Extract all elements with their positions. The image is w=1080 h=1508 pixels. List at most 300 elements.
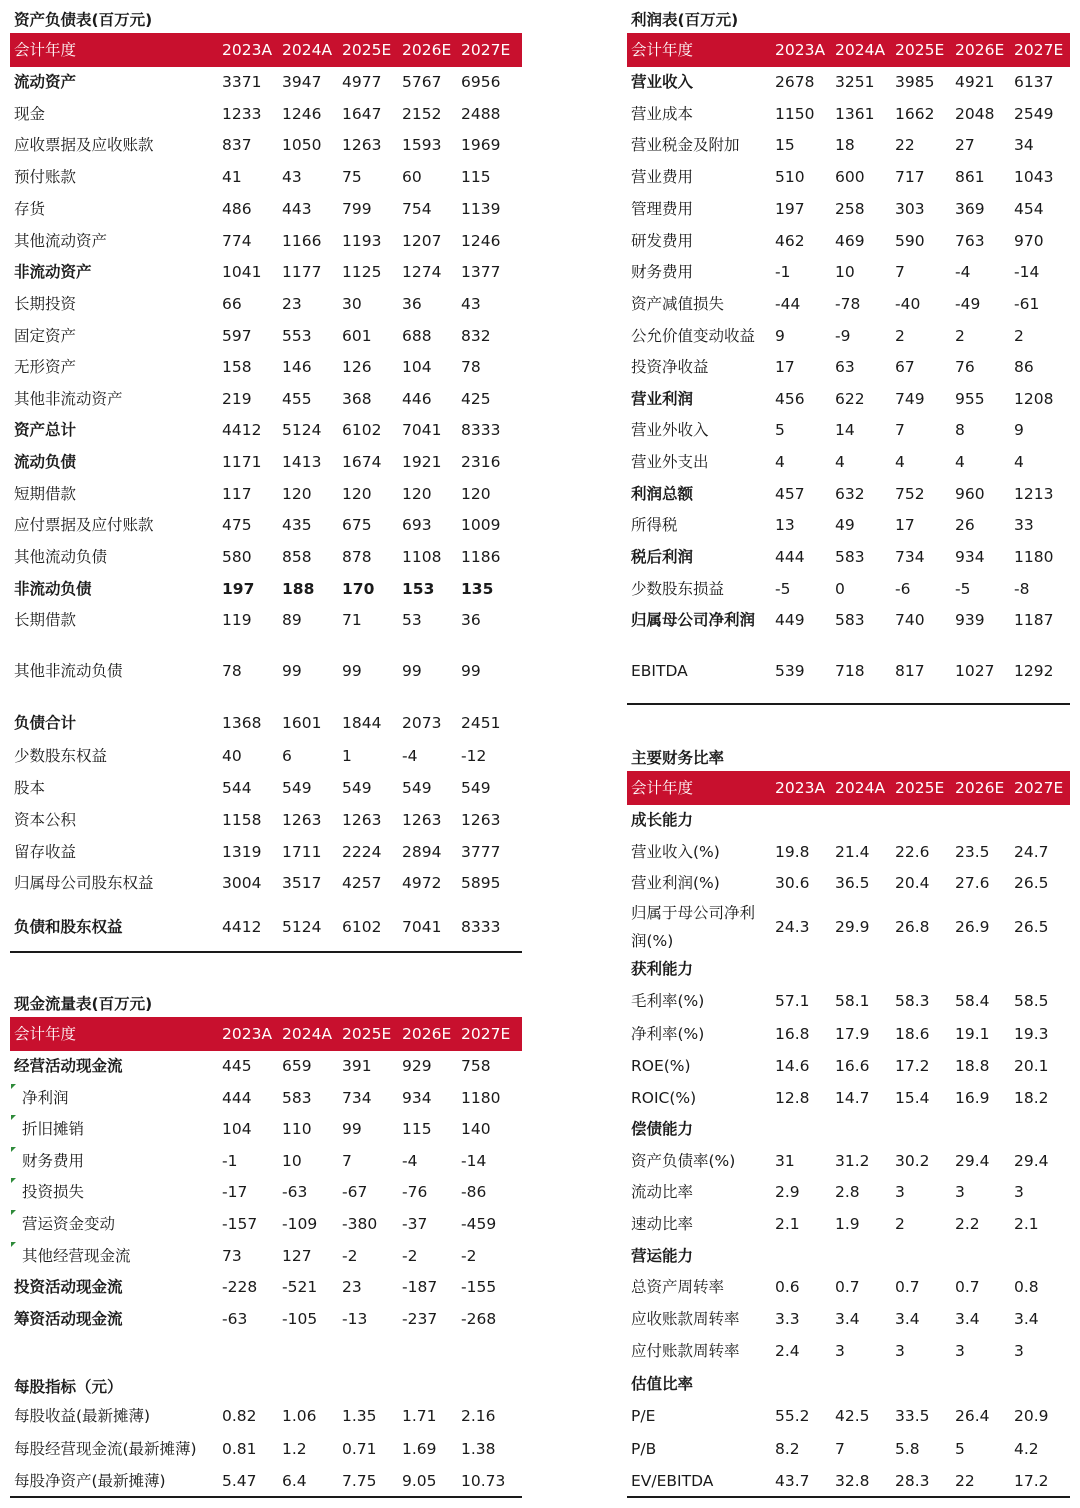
row-label: 折旧摊销 <box>22 1120 85 1138</box>
ratios-row <box>0 1147 1080 1175</box>
row-label: 股本 <box>14 779 46 797</box>
row-label: 营业收入 <box>631 73 694 91</box>
cell-value: 67 <box>895 358 915 376</box>
cell-value: 539 <box>775 662 805 680</box>
cell-value: 763 <box>955 232 985 250</box>
cell-value: -459 <box>461 1215 497 1233</box>
cell-value: 469 <box>835 232 865 250</box>
row-label: ROIC(%) <box>631 1089 697 1107</box>
cell-value: 29.4 <box>955 1152 990 1170</box>
cell-value: 24.3 <box>775 918 810 936</box>
cell-value: 3371 <box>222 73 262 91</box>
cell-value: 590 <box>895 232 925 250</box>
ratios-row <box>0 1305 1080 1333</box>
row-label: 营运能力 <box>631 1247 694 1265</box>
cell-value: -67 <box>342 1183 368 1201</box>
cell-value: 1009 <box>461 516 501 534</box>
cell-value: 23.5 <box>955 843 990 861</box>
cell-value: 1208 <box>1014 390 1054 408</box>
row-label: 负债合计 <box>14 714 77 732</box>
cell-value: 42.5 <box>835 1407 870 1425</box>
cell-value: 1711 <box>282 843 322 861</box>
cell-value: 858 <box>282 548 312 566</box>
cell-value: 1150 <box>775 105 815 123</box>
cell-value: 444 <box>775 548 805 566</box>
cell-value: 16.6 <box>835 1057 870 1075</box>
row-label: 应收票据及应收账款 <box>14 136 154 154</box>
cell-value: 78 <box>222 662 242 680</box>
cell-value: 36 <box>402 295 422 313</box>
cell-value: 15 <box>775 136 795 154</box>
per-share-title: 每股指标（元） <box>14 1378 123 1396</box>
cell-value: 3.3 <box>775 1310 800 1328</box>
row-label: 其他非流动负债 <box>14 662 123 680</box>
row-label: 估值比率 <box>631 1375 694 1393</box>
cell-value: 749 <box>895 390 925 408</box>
cell-value: 12.8 <box>775 1089 810 1107</box>
ratios-row <box>0 838 1080 866</box>
row-label: 公允价值变动收益 <box>631 327 756 345</box>
cell-value: -17 <box>222 1183 248 1201</box>
cell-value: 817 <box>895 662 925 680</box>
row-label: 其他经营现金流 <box>22 1247 131 1265</box>
cell-value: 955 <box>955 390 985 408</box>
ratios-row <box>0 1467 1080 1495</box>
row-label: 每股收益(最新摊薄) <box>14 1407 151 1425</box>
cell-value: 188 <box>282 580 315 598</box>
cell-value: 1246 <box>461 232 501 250</box>
cell-value: 1125 <box>342 263 382 281</box>
cell-value: 1207 <box>402 232 442 250</box>
row-label: 偿债能力 <box>631 1120 694 1138</box>
income-statement-title: 利润表(百万元) <box>631 11 739 29</box>
income-row <box>0 353 1080 381</box>
cell-value: 30.6 <box>775 874 810 892</box>
income-row <box>0 163 1080 191</box>
cell-value: 49 <box>835 516 855 534</box>
cell-value: 16.8 <box>775 1025 810 1043</box>
cell-value: 76 <box>955 358 975 376</box>
cell-value: 1263 <box>342 136 382 154</box>
cell-value: 2.16 <box>461 1407 496 1425</box>
row-label: 其他流动负债 <box>14 548 108 566</box>
cell-value: 549 <box>342 779 372 797</box>
ratios-row <box>0 806 1080 834</box>
cell-value: 1187 <box>1014 611 1054 629</box>
cell-value: 1180 <box>461 1089 501 1107</box>
cell-value: 861 <box>955 168 985 186</box>
cell-value: 3.4 <box>955 1310 980 1328</box>
income-statement-bottom-rule <box>627 703 1070 705</box>
header-2027e: 2027E <box>1014 779 1064 797</box>
cell-value: 197 <box>222 580 255 598</box>
ratios-title: 主要财务比率 <box>631 749 725 767</box>
cell-value: 510 <box>775 168 805 186</box>
row-label: 所得税 <box>631 516 678 534</box>
cell-value: 115 <box>402 1120 432 1138</box>
header-2025e: 2025E <box>895 779 945 797</box>
row-label: 投资活动现金流 <box>14 1278 123 1296</box>
cell-value: 29.4 <box>1014 1152 1049 1170</box>
cell-value: 0.7 <box>895 1278 920 1296</box>
cell-value: 3 <box>895 1183 905 1201</box>
cell-value: 2152 <box>402 105 442 123</box>
cell-value: 1647 <box>342 105 382 123</box>
cell-value: 120 <box>282 485 312 503</box>
cell-value: -157 <box>222 1215 258 1233</box>
cell-value: 27 <box>955 136 975 154</box>
header-2023a: 2023A <box>222 41 273 59</box>
cell-value: 369 <box>955 200 985 218</box>
cell-value: 86 <box>1014 358 1034 376</box>
cell-value: -521 <box>282 1278 318 1296</box>
header-2026e: 2026E <box>955 41 1005 59</box>
cell-value: 19.1 <box>955 1025 990 1043</box>
cell-value: 14.6 <box>775 1057 810 1075</box>
income-row <box>0 290 1080 318</box>
cell-value: -237 <box>402 1310 438 1328</box>
cell-value: 17 <box>895 516 915 534</box>
row-label: P/E <box>631 1407 656 1425</box>
cell-value: 1233 <box>222 105 262 123</box>
row-label: 研发费用 <box>631 232 694 250</box>
row-label: 无形资产 <box>14 358 77 376</box>
cell-value: 970 <box>1014 232 1044 250</box>
cell-value: 2488 <box>461 105 501 123</box>
cell-value: 2 <box>955 327 965 345</box>
cell-value: 580 <box>222 548 252 566</box>
header-2026e: 2026E <box>402 1025 452 1043</box>
cell-value: -8 <box>1014 580 1030 598</box>
cell-value: 57.1 <box>775 992 810 1010</box>
cell-value: 18.6 <box>895 1025 930 1043</box>
row-label: 每股净资产(最新摊薄) <box>14 1472 166 1490</box>
cell-value: 24.7 <box>1014 843 1049 861</box>
cell-value: 475 <box>222 516 252 534</box>
balance-sheet-header <box>10 33 522 67</box>
cell-value: 119 <box>222 611 252 629</box>
row-label: 其他流动资产 <box>14 232 108 250</box>
cell-value: 53 <box>402 611 422 629</box>
ratios-row <box>0 1178 1080 1206</box>
row-label: 固定资产 <box>14 327 77 345</box>
balance-sheet-title: 资产负债表(百万元) <box>14 11 153 29</box>
cell-value: 0.71 <box>342 1440 377 1458</box>
cell-value: 3 <box>955 1342 965 1360</box>
cell-value: 3 <box>955 1183 965 1201</box>
row-label: 长期投资 <box>14 295 77 313</box>
income-row <box>0 511 1080 539</box>
ratios-row <box>0 1210 1080 1238</box>
cell-value: -155 <box>461 1278 497 1296</box>
header-2026e: 2026E <box>955 779 1005 797</box>
cell-value: 55.2 <box>775 1407 810 1425</box>
cell-value: 391 <box>342 1057 372 1075</box>
ratios-row <box>0 1435 1080 1463</box>
cash-flow-title: 现金流量表(百万元) <box>14 995 153 1013</box>
cell-value: 31.2 <box>835 1152 870 1170</box>
cell-value: 583 <box>835 548 865 566</box>
cell-value: 5.8 <box>895 1440 920 1458</box>
header-2025e: 2025E <box>342 41 392 59</box>
ratios-row <box>0 987 1080 1015</box>
cell-value: 58.5 <box>1014 992 1049 1010</box>
cell-value: 22 <box>895 136 915 154</box>
header-2025e: 2025E <box>895 41 945 59</box>
cell-value: 4 <box>895 453 905 471</box>
row-label: 净利率(%) <box>631 1025 705 1043</box>
header-2023a: 2023A <box>775 779 826 797</box>
cell-value: 78 <box>461 358 481 376</box>
cell-value: 5 <box>955 1440 965 1458</box>
row-label: 财务费用 <box>22 1152 85 1170</box>
ratios-row <box>0 1402 1080 1430</box>
cell-value: 4.2 <box>1014 1440 1039 1458</box>
cell-value: 934 <box>402 1089 432 1107</box>
cell-value: 1177 <box>282 263 322 281</box>
cell-value: 0 <box>835 580 845 598</box>
cell-value: 1368 <box>222 714 262 732</box>
cell-value: 17 <box>775 358 795 376</box>
cell-value: 7 <box>342 1152 352 1170</box>
cell-value: 146 <box>282 358 312 376</box>
cell-value: 9.05 <box>402 1472 437 1490</box>
cell-value: 40 <box>222 747 242 765</box>
cell-value: 462 <box>775 232 805 250</box>
row-label-continued: 润(%) <box>631 932 674 950</box>
cell-value: 6 <box>282 747 292 765</box>
cell-value: 16.9 <box>955 1089 990 1107</box>
cell-value: 17.2 <box>895 1057 930 1075</box>
cell-value: 717 <box>895 168 925 186</box>
cell-value: 0.81 <box>222 1440 257 1458</box>
cell-value: 31 <box>775 1152 795 1170</box>
ratios-row <box>0 1052 1080 1080</box>
cell-value: 135 <box>461 580 494 598</box>
cell-value: -14 <box>461 1152 487 1170</box>
cell-value: 3.4 <box>895 1310 920 1328</box>
row-label: 营业利润(%) <box>631 874 720 892</box>
cell-value: 1844 <box>342 714 382 732</box>
cell-value: 1921 <box>402 453 442 471</box>
cell-value: 14 <box>835 421 855 439</box>
row-label: 毛利率(%) <box>631 992 705 1010</box>
cell-value: 445 <box>222 1057 252 1075</box>
cell-value: 10 <box>835 263 855 281</box>
cell-value: -37 <box>402 1215 428 1233</box>
cell-value: 1108 <box>402 548 442 566</box>
cell-value: 3.4 <box>1014 1310 1039 1328</box>
cell-value: 58.3 <box>895 992 930 1010</box>
cell-value: -228 <box>222 1278 258 1296</box>
cell-value: 544 <box>222 779 252 797</box>
income-row <box>0 543 1080 571</box>
header-2027e: 2027E <box>461 41 511 59</box>
cell-value: 20.1 <box>1014 1057 1049 1075</box>
header-label-year: 会计年度 <box>631 41 694 59</box>
cell-value: 26.9 <box>955 918 990 936</box>
header-2024a: 2024A <box>282 41 333 59</box>
cell-value: 18 <box>835 136 855 154</box>
row-label: 资本公积 <box>14 811 77 829</box>
cell-value: 0.82 <box>222 1407 257 1425</box>
cell-value: 2549 <box>1014 105 1054 123</box>
cell-value: 454 <box>1014 200 1044 218</box>
row-label: 成长能力 <box>631 811 694 829</box>
cell-value: 799 <box>342 200 372 218</box>
cell-value: 960 <box>955 485 985 503</box>
cell-value: 99 <box>342 1120 362 1138</box>
cell-value: 1 <box>342 747 352 765</box>
cell-value: -2 <box>402 1247 418 1265</box>
cell-value: 32.8 <box>835 1472 870 1490</box>
cell-value: 303 <box>895 200 925 218</box>
cell-value: -61 <box>1014 295 1040 313</box>
cell-value: 3 <box>895 1342 905 1360</box>
cell-value: 1263 <box>402 811 442 829</box>
cell-value: 5124 <box>282 421 322 439</box>
cell-value: 1171 <box>222 453 262 471</box>
income-statement-header <box>627 33 1070 67</box>
row-label: 存货 <box>14 200 46 218</box>
cell-value: -49 <box>955 295 981 313</box>
row-label: 速动比率 <box>631 1215 694 1233</box>
cell-value: 170 <box>342 580 375 598</box>
cell-value: 5124 <box>282 918 322 936</box>
cell-value: -9 <box>835 327 851 345</box>
row-label: 非流动资产 <box>14 263 92 281</box>
row-label: 现金 <box>14 105 46 123</box>
cell-value: 7 <box>835 1440 845 1458</box>
cell-value: 457 <box>775 485 805 503</box>
cell-value: 740 <box>895 611 925 629</box>
cell-value: -13 <box>342 1310 368 1328</box>
cell-value: 22 <box>955 1472 975 1490</box>
cell-value: 26.8 <box>895 918 930 936</box>
row-label: 营业利润 <box>631 390 694 408</box>
cell-value: 15.4 <box>895 1089 930 1107</box>
cell-value: 2 <box>895 327 905 345</box>
cell-value: 26.5 <box>1014 918 1049 936</box>
cell-value: 21.4 <box>835 843 870 861</box>
cell-value: 99 <box>342 662 362 680</box>
cell-value: 7041 <box>402 918 442 936</box>
cell-value: 549 <box>402 779 432 797</box>
cell-value: 104 <box>222 1120 252 1138</box>
income-row <box>0 448 1080 476</box>
cell-value: 6137 <box>1014 73 1054 91</box>
cell-value: 4977 <box>342 73 382 91</box>
cell-value: 58.4 <box>955 992 990 1010</box>
row-label: 非流动负债 <box>14 580 92 598</box>
row-label: 留存收益 <box>14 843 77 861</box>
income-row <box>0 416 1080 444</box>
cell-value: 6956 <box>461 73 501 91</box>
row-label: 负债和股东权益 <box>14 918 123 936</box>
row-label: ROE(%) <box>631 1057 691 1075</box>
cell-value: 3777 <box>461 843 501 861</box>
row-label: 财务费用 <box>631 263 694 281</box>
cell-value: 1319 <box>222 843 262 861</box>
cell-value: 600 <box>835 168 865 186</box>
cell-value: 1413 <box>282 453 322 471</box>
cell-value: 486 <box>222 200 252 218</box>
cell-value: 688 <box>402 327 432 345</box>
cell-value: 0.7 <box>955 1278 980 1296</box>
cell-value: 549 <box>461 779 491 797</box>
row-label: 营业外收入 <box>631 421 709 439</box>
cell-value: 435 <box>282 516 312 534</box>
header-2027e: 2027E <box>461 1025 511 1043</box>
cell-value: 1.71 <box>402 1407 437 1425</box>
cell-value: 601 <box>342 327 372 345</box>
cell-value: -380 <box>342 1215 378 1233</box>
cell-value: 23 <box>342 1278 362 1296</box>
cell-value: 153 <box>402 580 435 598</box>
cell-value: 1.9 <box>835 1215 860 1233</box>
row-label: 其他非流动资产 <box>14 390 123 408</box>
cell-value: 10 <box>282 1152 302 1170</box>
cell-value: -5 <box>775 580 791 598</box>
row-label: 资产负债率(%) <box>631 1152 736 1170</box>
cell-value: 3985 <box>895 73 935 91</box>
cell-value: 28.3 <box>895 1472 930 1490</box>
cell-value: 13 <box>775 516 795 534</box>
cell-value: 71 <box>342 611 362 629</box>
cell-value: 1.06 <box>282 1407 317 1425</box>
cell-value: 2451 <box>461 714 501 732</box>
ratios-row <box>0 1273 1080 1301</box>
cell-value: 7 <box>895 263 905 281</box>
ratios-row <box>0 869 1080 897</box>
cell-value: 878 <box>342 548 372 566</box>
cell-value: 34 <box>1014 136 1034 154</box>
income-row <box>0 575 1080 603</box>
cell-value: 446 <box>402 390 432 408</box>
cell-value: 449 <box>775 611 805 629</box>
cell-value: 75 <box>342 168 362 186</box>
cell-value: -86 <box>461 1183 487 1201</box>
cell-value: 774 <box>222 232 252 250</box>
cell-value: 18.2 <box>1014 1089 1049 1107</box>
cell-value: -14 <box>1014 263 1040 281</box>
cell-value: 120 <box>402 485 432 503</box>
cell-value: 3004 <box>222 874 262 892</box>
cell-value: 258 <box>835 200 865 218</box>
cell-value: 6102 <box>342 918 382 936</box>
cell-value: 939 <box>955 611 985 629</box>
row-label: 总资产周转率 <box>631 1278 725 1296</box>
income-row <box>0 131 1080 159</box>
cell-value: 4 <box>1014 453 1024 471</box>
header-2024a: 2024A <box>835 41 886 59</box>
cell-value: 1043 <box>1014 168 1054 186</box>
row-label: 长期借款 <box>14 611 77 629</box>
cell-value: 3251 <box>835 73 875 91</box>
cell-value: 2678 <box>775 73 815 91</box>
cell-value: 3 <box>1014 1183 1024 1201</box>
cell-value: 2316 <box>461 453 501 471</box>
cell-value: -5 <box>955 580 971 598</box>
cell-value: 837 <box>222 136 252 154</box>
row-label: 预付账款 <box>14 168 77 186</box>
cell-value: 0.7 <box>835 1278 860 1296</box>
cell-value: 26.4 <box>955 1407 990 1425</box>
cell-value: 1213 <box>1014 485 1054 503</box>
cell-value: 1.69 <box>402 1440 437 1458</box>
row-label: 经营活动现金流 <box>14 1057 123 1075</box>
cell-value: 456 <box>775 390 805 408</box>
